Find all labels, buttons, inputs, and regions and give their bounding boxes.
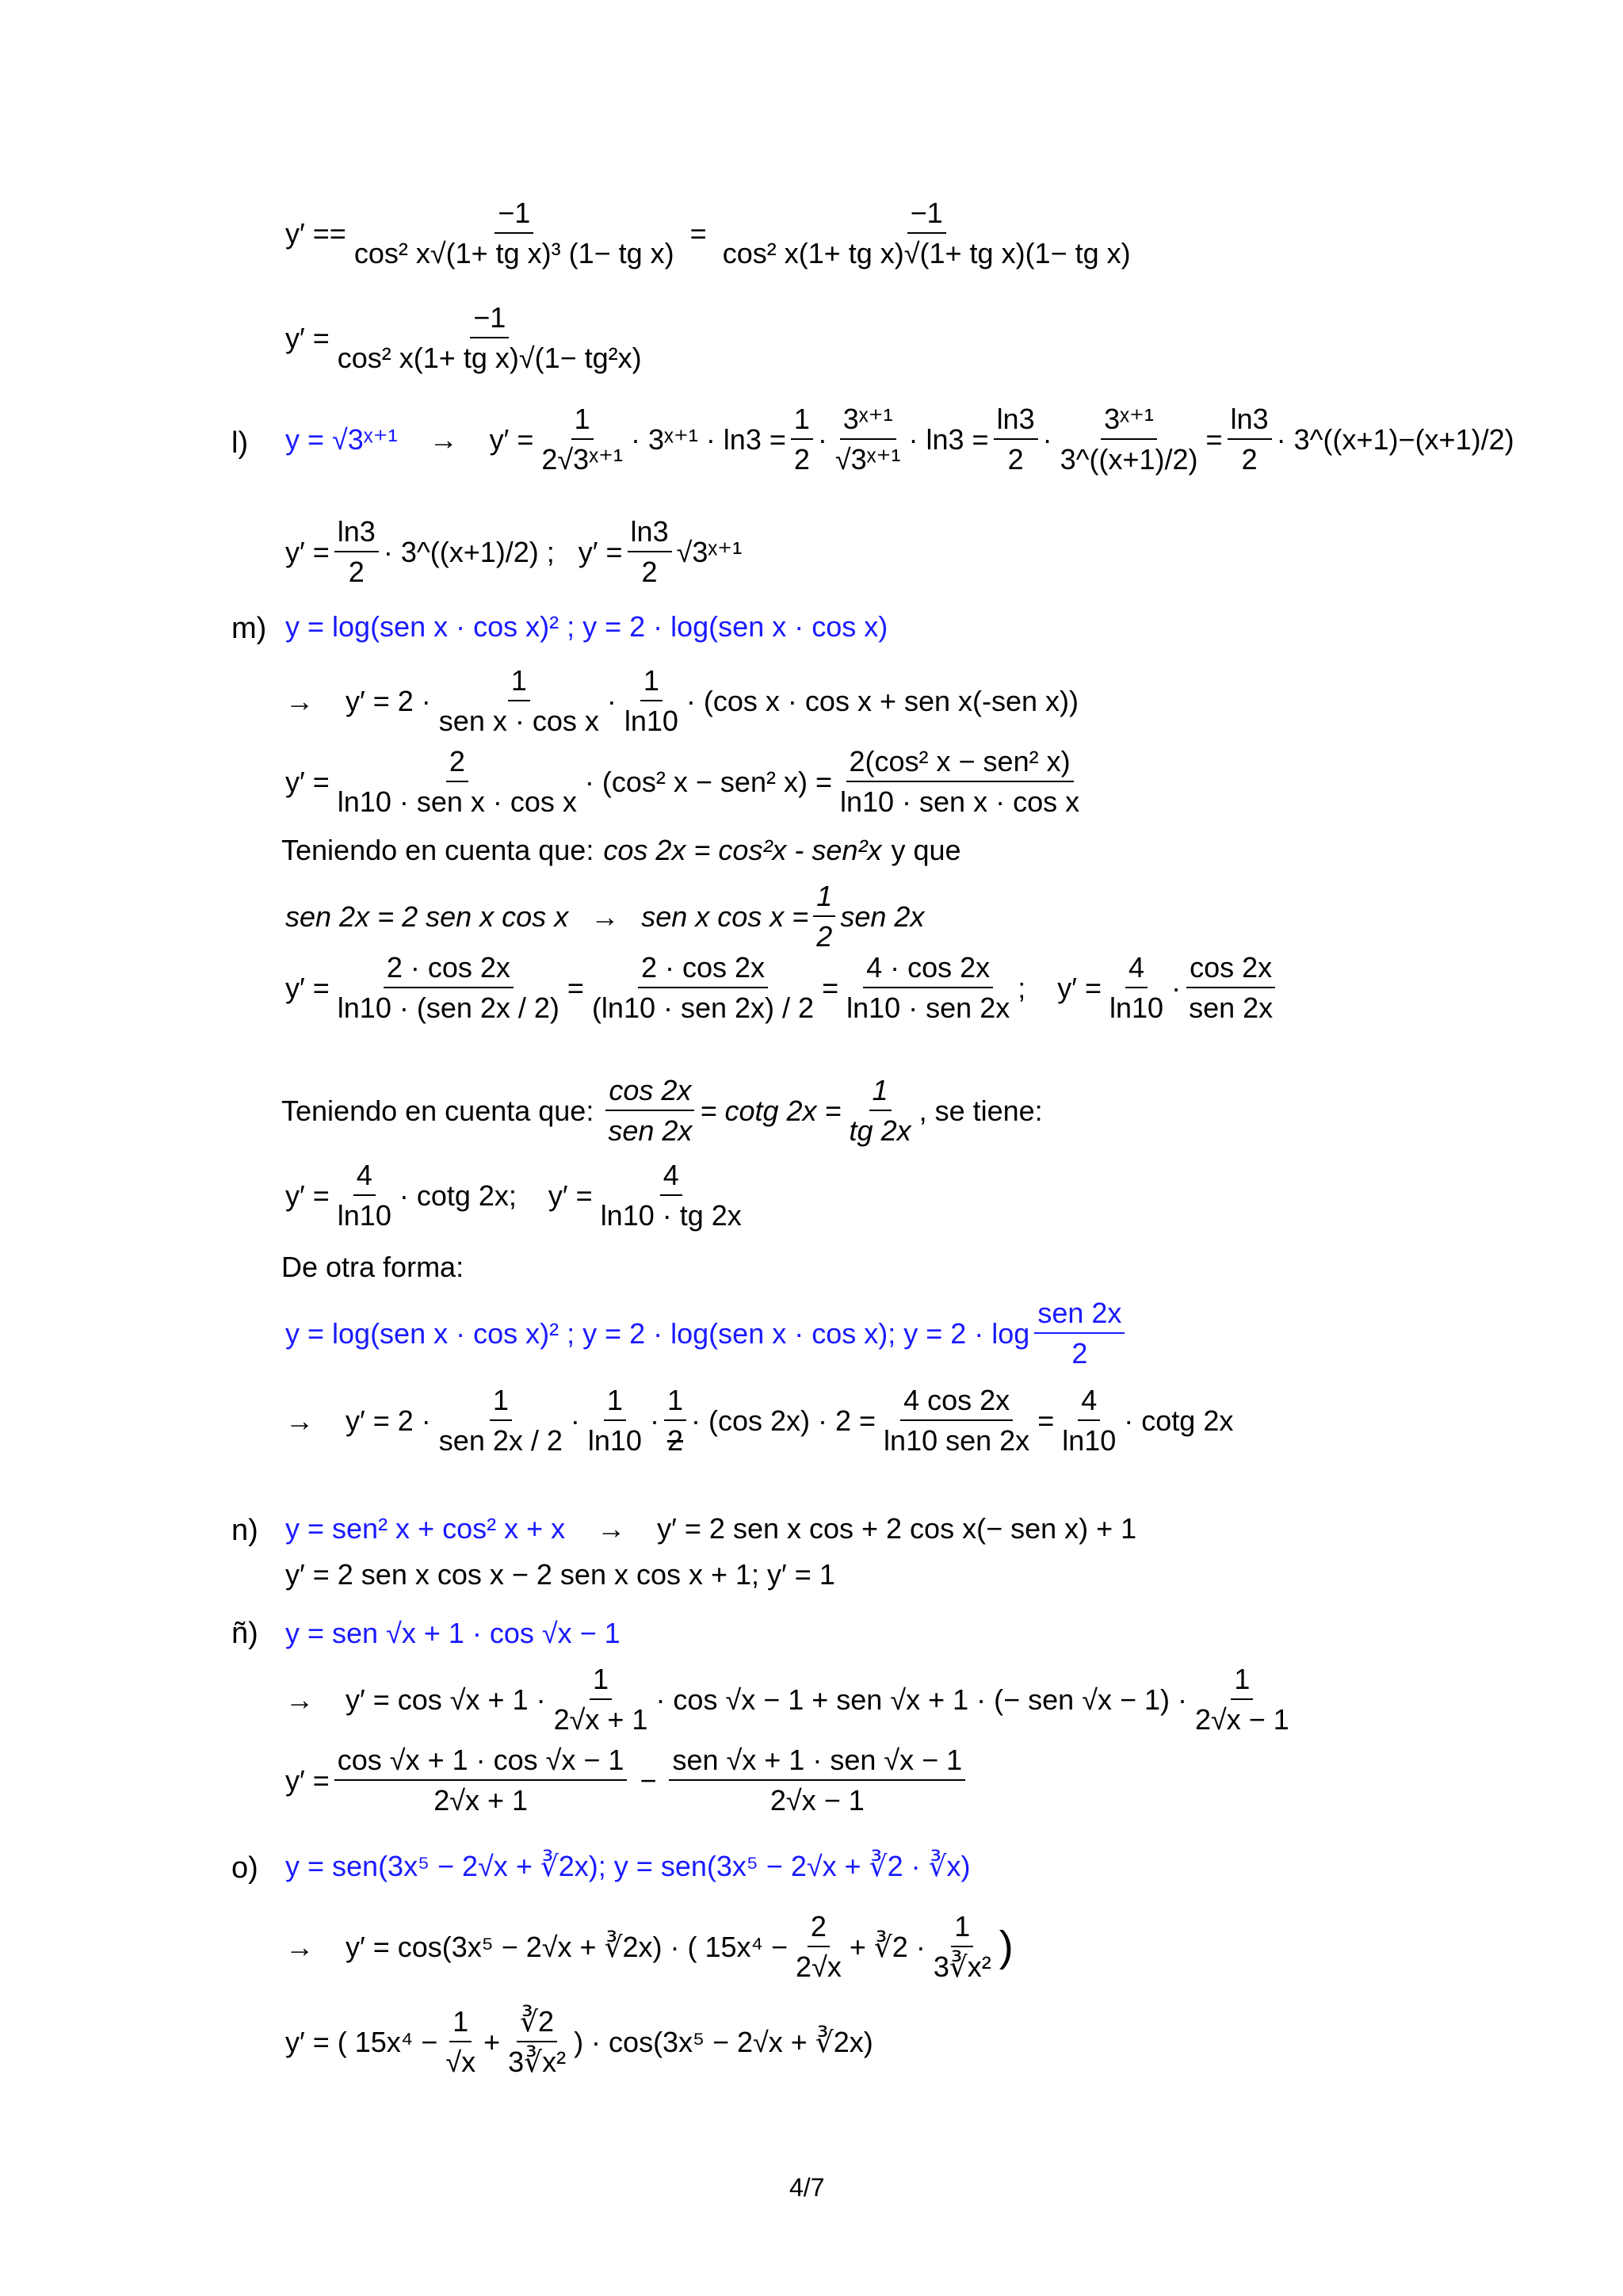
note-3: Teniendo en cuenta que: $\frac{\cos 2x}{\text{sen 2x}}$ = cotg 2x = $\frac{1}{tg 2x}$ , se tiene: bbox=[281, 1074, 1043, 1148]
exercise-label-enye: ñ) bbox=[231, 1617, 258, 1650]
exercise-n-line-1: y = sen² x + cos² x + x → y′ = 2 sen x cos + 2 cos x(− sen x) + 1 bbox=[285, 1512, 1137, 1545]
fraction: $\frac{-1}{\text{cos² x√(1+ tg x)³ (1− tg x)}}$ bbox=[353, 197, 674, 270]
cont-line-1: y′ == $\frac{-1}{\text{cos² x√(1+ tg x)³ (1− tg x)}}$ = $\frac{-1}{\text{cos² x(1+ tg x)√(1+ tg x)(1− tg x)}}$ bbox=[285, 197, 1139, 270]
fraction: $\frac{1}{\ln 10}$ bbox=[624, 664, 678, 738]
page-number: 4/7 bbox=[789, 2173, 825, 2202]
fraction: $\frac{\cos 2x}{\text{sen 2x}}$ bbox=[605, 1074, 695, 1148]
fraction: $\frac{1}{2}$ bbox=[791, 403, 813, 476]
fraction: $\frac{\cos 2x}{\text{sen 2x}}$ bbox=[1186, 951, 1276, 1025]
other-way-heading: De otra forma: bbox=[281, 1251, 464, 1283]
fraction: $\frac{\text{sen √x + 1 · sen √x − 1}}{2√x - 1}$ bbox=[669, 1744, 965, 1817]
fraction: $\frac{1}{√x}$ bbox=[445, 2005, 476, 2079]
fraction: $\frac{1}{2}$ bbox=[664, 1384, 686, 1457]
fraction: $\frac{\text{3ˣ⁺¹}}{3\^{}((x+1)/2)}$ bbox=[1060, 403, 1198, 476]
fraction: $\frac{4}{\ln 10 \cdot tg 2x}$ bbox=[600, 1159, 742, 1232]
fraction: $\frac{\ln 3}{2}$ bbox=[334, 515, 379, 589]
exercise-m-given: y = log(sen x · cos x)² ; y = 2 · log(sen x · cos x) bbox=[285, 610, 888, 643]
fraction: $\frac{4}{\ln 10}$ bbox=[1109, 951, 1164, 1025]
arrow: → bbox=[429, 422, 458, 456]
exercise-l-line-2: y′ = $\frac{\ln 3}{2}$ · 3^((x+1)/2) ; y′ = $\frac{\ln 3}{2}$ √3ˣ⁺¹ bbox=[285, 515, 743, 589]
given-function: y = √3ˣ⁺¹ bbox=[285, 422, 398, 456]
exercise-enye-given: y = sen √x + 1 · cos √x − 1 bbox=[285, 1617, 621, 1649]
exercise-label-m: m) bbox=[231, 612, 267, 645]
given-function: y = sen² x + cos² x + x bbox=[285, 1512, 566, 1545]
cont-line-2: y′ = $\frac{-1}{\text{cos² x(1+ tg x)√(1− tg²x)}}$ bbox=[285, 301, 650, 375]
fraction: $\frac{4 \cdot \cos 2x}{\text{ln10 · sen 2x}}$ bbox=[846, 951, 1010, 1025]
fraction: $\frac{\ln 3}{2}$ bbox=[1228, 403, 1272, 476]
exercise-m-line-4: y′ = $\frac{4}{\ln 10}$ · cotg 2x; y′ = $\frac{4}{\ln 10 \cdot tg 2x}$ bbox=[285, 1159, 750, 1232]
fraction: $\frac{\text{sen 2x}}{2}$ bbox=[1034, 1297, 1125, 1370]
note-2: sen 2x = 2 sen x cos x → sen x cos x = $\frac{1}{2}$ sen 2x bbox=[285, 880, 925, 953]
fraction: $\frac{4}{\ln 10}$ bbox=[1062, 1384, 1117, 1457]
fraction: $\frac{\text{2(cos² x − sen² x)}}{\text{ln10 · sen x · cos x}}$ bbox=[839, 745, 1080, 819]
exercise-n-line-2: y′ = 2 sen x cos x − 2 sen x cos x + 1; y′ = 1 bbox=[285, 1558, 835, 1591]
fraction: $\frac{2}{\text{ln10 · sen x · cos x}}$ bbox=[337, 745, 577, 819]
exercise-label-n: n) bbox=[231, 1514, 258, 1547]
note-1: Teniendo en cuenta que: cos 2x = cos²x - sen²x y que bbox=[281, 834, 961, 866]
fraction: $\frac{1}{\text{3∛x²}}$ bbox=[933, 1910, 991, 1984]
fraction: $\frac{-1}{\text{cos² x(1+ tg x)√(1− tg²x)}}$ bbox=[337, 301, 642, 375]
fraction: $\frac{\ln 3}{2}$ bbox=[994, 403, 1038, 476]
fraction: $\frac{4}{\ln 10}$ bbox=[337, 1159, 391, 1232]
fraction: $\frac{1}{2√x - 1}$ bbox=[1194, 1663, 1289, 1736]
fraction: $\frac{1}{2}$ bbox=[813, 880, 835, 953]
fraction: $\frac{\cos √x + 1 \cdot \cos √x - 1}{2√x + 1}$ bbox=[334, 1744, 628, 1817]
fraction: $\frac{2}{2√x}$ bbox=[796, 1910, 842, 1984]
exercise-l-line-1: y = √3ˣ⁺¹ → y′ = $\frac{1}{\text{2√3ˣ⁺¹}}$ · 3ˣ⁺¹ · ln3 = $\frac{1}{2}$ · $\frac{\text{3ˣ⁺¹}}{\text{√3ˣ⁺¹}}$ · ln3 = $\frac{\ln 3}{2}$ · $\frac{\text{3ˣ⁺¹}}{3\^{}((x+1)/2)}$ = $\frac{\ln 3}{2}$ · 3^((x+1)−(x+1)/2) bbox=[285, 403, 1514, 476]
fraction: $\frac{1}{\text{2√3ˣ⁺¹}}$ bbox=[541, 403, 623, 476]
fraction: $\frac{\ln 3}{2}$ bbox=[628, 515, 672, 589]
fraction: $\frac{2 \cdot \cos 2x}{\text{(ln10 · sen 2x) / 2}}$ bbox=[591, 951, 815, 1025]
exercise-m-line-3: y′ = $\frac{2 \cdot \cos 2x}{\text{ln10 · (sen 2x / 2)}}$ = $\frac{2 \cdot \cos 2x}{\text{(ln10 · sen 2x) / 2}}$ = $\frac{4 \cdot \cos 2x}{\text{ln10 · sen 2x}}$ ; y′ = $\frac{4}{\ln 10}$ · $\frac{\cos 2x}{\text{sen 2x}}$ bbox=[285, 951, 1281, 1025]
exercise-m-line-1: → y′ = 2 · $\frac{1}{\text{sen x · cos x}}$ · $\frac{1}{\ln 10}$ · (cos x · cos x + sen x(-sen x)) bbox=[285, 664, 1079, 738]
fraction: $\frac{1}{tg 2x}$ bbox=[849, 1074, 911, 1148]
fraction: $\frac{2 \cdot \cos 2x}{\text{ln10 · (sen 2x / 2)}}$ bbox=[337, 951, 559, 1025]
fraction: $\frac{1}{\ln 10}$ bbox=[587, 1384, 642, 1457]
fraction: $\frac{4 \cos 2x}{\text{ln10 sen 2x}}$ bbox=[884, 1384, 1030, 1457]
fraction: $\frac{1}{\text{sen 2x / 2}}$ bbox=[438, 1384, 563, 1457]
exercise-label-l: l) bbox=[231, 426, 249, 460]
exercise-label-o: o) bbox=[231, 1851, 258, 1885]
exercise-o-line-1: → y′ = cos(3x⁵ − 2√x + ∛2x) · ( 15x⁴ − $\frac{2}{2√x}$ + ∛2 · $\frac{1}{\text{3∛x²}}$ ) bbox=[285, 1910, 1014, 1984]
exercise-m-line-2: y′ = $\frac{2}{\text{ln10 · sen x · cos x}}$ · (cos² x − sen² x) = $\frac{\text{2(cos² x − sen² x)}}{\text{ln10 · sen x · cos x}}$ bbox=[285, 745, 1087, 819]
exercise-enye-line-2: y′ = $\frac{\cos √x + 1 \cdot \cos √x - 1}{2√x + 1}$ − $\frac{\text{sen √x + 1 · sen √x − 1}}{2√x - 1}$ bbox=[285, 1744, 970, 1817]
fraction: $\frac{-1}{\text{cos² x(1+ tg x)√(1+ tg x)(1− tg x)}}$ bbox=[722, 197, 1131, 270]
exercise-m-line-5: → y′ = 2 · $\frac{1}{\text{sen 2x / 2}}$ · $\frac{1}{\ln 10}$ · $\frac{1}{2}$ · (cos 2x) · 2 = $\frac{4 \cos 2x}{\text{ln10 sen 2x}}$ = $\frac{4}{\ln 10}$ · cotg 2x bbox=[285, 1384, 1234, 1457]
exercise-o-line-2: y′ = ( 15x⁴ − $\frac{1}{√x}$ + $\frac{∛2}{\text{3∛x²}}$ ) · cos(3x⁵ − 2√x + ∛2x) bbox=[285, 2005, 873, 2079]
exercise-o-given: y = sen(3x⁵ − 2√x + ∛2x); y = sen(3x⁵ − 2√x + ∛2 · ∛x) bbox=[285, 1850, 971, 1882]
fraction: $\frac{\text{3ˣ⁺¹}}{\text{√3ˣ⁺¹}}$ bbox=[834, 403, 901, 476]
fraction: $\frac{1}{\text{sen x · cos x}}$ bbox=[438, 664, 599, 738]
exercise-m-given-2: y = log(sen x · cos x)² ; y = 2 · log(sen x · cos x); y = 2 · log $\frac{\text{sen 2x}}{2}$ bbox=[285, 1297, 1129, 1370]
derivative-lhs: y′ == bbox=[285, 216, 346, 250]
fraction: $\frac{∛2}{\text{3∛x²}}$ bbox=[508, 2005, 567, 2079]
fraction: $\frac{1}{2√x + 1}$ bbox=[553, 1663, 648, 1736]
exercise-enye-line-1: → y′ = cos √x + 1 · $\frac{1}{2√x + 1}$ · cos √x − 1 + sen √x + 1 · (− sen √x − 1) · $\frac{1}{2√x - 1}$ bbox=[285, 1663, 1297, 1736]
